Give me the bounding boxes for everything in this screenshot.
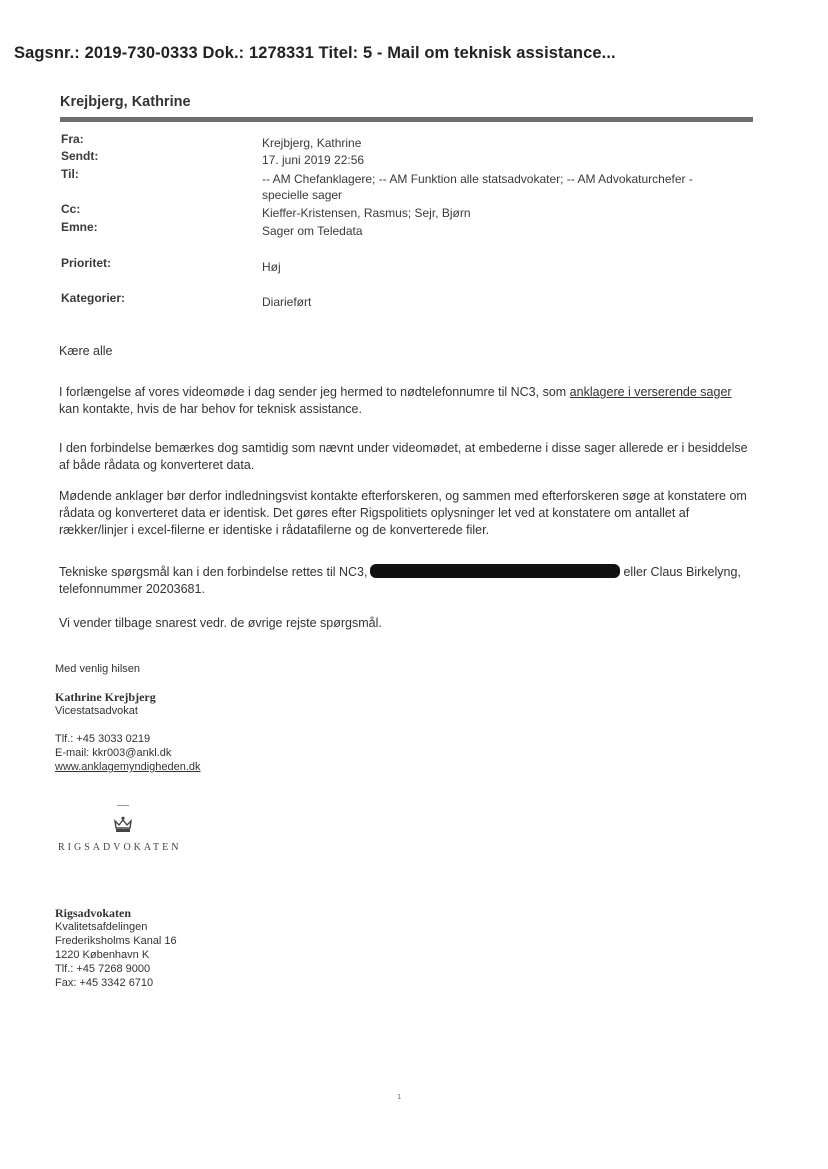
priority-value: Høj: [262, 260, 281, 274]
address-org: Rigsadvokaten: [55, 906, 132, 920]
paragraph-1: [59, 384, 749, 418]
logo-divider: [117, 805, 129, 806]
signature-phone: Tlf.: +45 3033 0219: [55, 733, 151, 745]
to-value-continued: specielle sager: [262, 188, 343, 202]
page-number: 1: [397, 1093, 402, 1101]
to-label: Til:: [61, 167, 79, 181]
redaction-bar: [370, 564, 620, 578]
address-phone: Tlf.: +45 7268 9000: [55, 963, 151, 975]
from-value: Krejbjerg, Kathrine: [262, 136, 362, 150]
paragraph-2: I den forbindelse bemærkes dog samtidig som nævnt under videomødet, at embederne i disse sager allerede er i besiddelse af både rådata og konverteret data.: [59, 441, 748, 472]
paragraph-3: Mødende anklager bør derfor indledningsvist kontakte efterforskeren, og sammen med efterforskeren søge at konstatere om rådata og konverteret data er identisk. Det gøres efter Rigspolitiets oplysninger let ved at konstatere om antallet af rækker/linjer i excel-filerne er identiske i rådatafilerne og de konverterede filer.: [59, 489, 747, 537]
paragraph-5: Vi vender tilbage snarest vedr. de øvrige rejste spørgsmål.: [59, 616, 382, 630]
crown-icon: [113, 816, 133, 834]
paragraph-1-text-a: I forlængelse af vores videomøde i dag sender jeg hermed to nødtelefonnumre til NC3, som: [59, 385, 570, 399]
address-department: Kvalitetsafdelingen: [55, 921, 148, 933]
from-label: Fra:: [61, 132, 84, 146]
categories-value: Diarieført: [262, 295, 312, 309]
signature-name: Kathrine Krejbjerg: [55, 690, 156, 704]
paragraph-4: [59, 564, 749, 598]
cc-value: Kieffer-Kristensen, Rasmus; Sejr, Bjørn: [262, 206, 471, 220]
sent-value: 17. juni 2019 22:56: [262, 153, 365, 167]
signature-email: E-mail: kkr003@ankl.dk: [55, 747, 172, 759]
signature-title: Vicestatsadvokat: [55, 705, 138, 717]
greeting: Kære alle: [59, 344, 113, 358]
paragraph-4-text-a: Tekniske spørgsmål kan i den forbindelse rettes til NC3,: [59, 565, 368, 579]
sender-name: Krejbjerg, Kathrine: [60, 94, 191, 110]
address-fax: Fax: +45 3342 6710: [55, 977, 154, 989]
subject-value: Sager om Teledata: [262, 224, 363, 238]
priority-label: Prioritet:: [61, 256, 112, 270]
categories-label: Kategorier:: [61, 291, 126, 305]
header-divider: [60, 117, 753, 122]
signature-website-link[interactable]: www.anklagemyndigheden.dk: [55, 761, 201, 773]
address-city: 1220 København K: [55, 949, 150, 961]
signature-closing: Med venlig hilsen: [55, 663, 140, 675]
address-street: Frederiksholms Kanal 16: [55, 935, 177, 947]
cc-label: Cc:: [61, 202, 81, 216]
case-header: Sagsnr.: 2019-730-0333 Dok.: 1278331 Titel: 5 - Mail om teknisk assistance...: [14, 44, 616, 62]
subject-label: Emne:: [61, 220, 98, 234]
sent-label: Sendt:: [61, 149, 99, 163]
paragraph-4-text-b: eller Claus Birkelyng, telefonnummer 20203681.: [59, 565, 741, 596]
paragraph-1-text-b: kan kontakte, hvis de har behov for teknisk assistance.: [59, 402, 362, 416]
to-value: -- AM Chefanklagere; -- AM Funktion alle statsadvokater; -- AM Advokaturchefer -: [262, 172, 693, 186]
logo-text: RIGSADVOKATEN: [58, 842, 182, 853]
paragraph-1-underlined: anklagere i verserende sager: [569, 385, 732, 399]
